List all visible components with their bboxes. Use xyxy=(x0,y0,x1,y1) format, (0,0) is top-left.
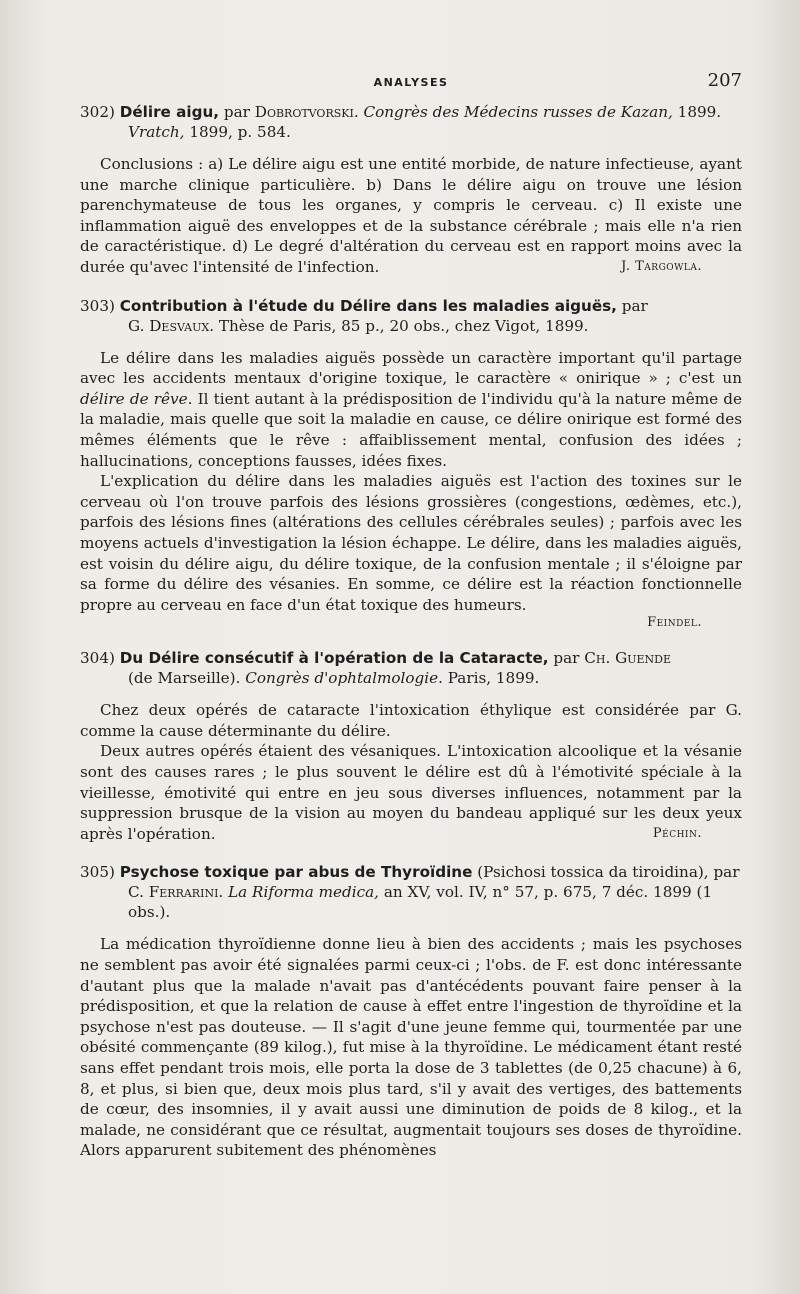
entry-author: Ch. Guende xyxy=(584,649,672,668)
entry-paragraph: La médication thyroïdienne donne lieu à bien des accidents ; mais les psychoses ne semblent pas avoir été signalées parmi ceux-ci ; l'obs. de F. est donc intéressante d'autant plus que la malade n'avait pas d'antécédents pouvant faire penser à la prédisposition, et que la relation de cause à effet entre l'ingestion de thyroïdine et la psychose n'est pas douteuse. — Il s'agit d'une jeune femme qui, tourmentée par une obésité commençante (89 kilog.), fut mise à la thyroïdine. Le médicament étant resté sans effet pendant trois mois, elle porta la dose de 3 tablettes (de 0,25 chacune) à 6, 8, et plus, si bien que, deux mois plus tard, s'il y avait des vertiges, des battements de cœur, des insomnies, il y avait aussi une diminution de poids de 8 kilog., et la malade, ne considérant que ce résultat, augmentait toujours ses doses de thyroïdine. Alors apparurent subitement des phénomènes xyxy=(80,935,742,1160)
entry-title: Délire aigu, xyxy=(119,103,220,121)
paragraph-text: Conclusions : a) Le délire aigu est une entité morbide, de nature infectieuse, ayant une marche clinique particulière. b) Dans le délire aigu on trouve une lésion parenchymateuse de tous les organes, y compris le cerveau. c) Il existe une inflammation aiguë des enveloppes et de la substance cérébrale ; mais elle n'a rien de caractéristique. d) Le degré d'altération du cerveau est en rapport moins avec la durée qu'avec l'intensité de l'infection. xyxy=(80,155,742,276)
entry-paragraph xyxy=(80,741,742,844)
entry-paragraph: Chez deux opérés de cataracte l'intoxication éthylique est considérée par G. comme la cause déterminante du délire. xyxy=(80,701,742,740)
entry-305-heading: 305) Psychose toxique par abus de Thyroïdine (Psichosi tossica da tiroidina), par C. Ferrarini. La Riforma medica, an XV, vol. IV, n° 57, p. 675, 7 déc. 1899 (1 obs.). xyxy=(80,863,740,922)
entry-source: an XV, vol. IV, n° 57, p. 675, 7 déc. 1899 (1 obs.). xyxy=(128,883,713,922)
paragraph-text: . Il tient autant à la prédisposition de l'individu qu'à la nature même de la maladie, mais quelle que soit la maladie en cause, ce délire onirique est formé des mêmes éléments que le rêve : affaiblissement mental, confusion des idées ; hallucinations, conceptions fausses, idées fixes. xyxy=(80,389,742,470)
entry-title: Du Délire consécutif à l'opération de la Cataracte, xyxy=(119,649,549,668)
entry-title: Psychose toxique par abus de Thyroïdine xyxy=(119,863,473,882)
signature: Péchin. xyxy=(652,825,702,841)
entry-303-heading xyxy=(80,296,742,336)
entry-number: 304) xyxy=(80,649,115,668)
entry-journal: Congrès d'ophtalmologie. xyxy=(245,669,443,688)
entry-source: Paris, 1899. xyxy=(442,669,540,688)
entry-heading-continuation xyxy=(80,668,742,688)
entry-number: 303) xyxy=(80,296,115,315)
paragraph-emphasis: délire de rêve xyxy=(80,389,188,408)
entry-subtitle: (Psichosi tossica da tiroidina), par C. xyxy=(128,863,740,902)
entry-author: G. Desvaux xyxy=(128,316,210,335)
entry-title: Contribution à l'étude du Délire dans les maladies aiguës, xyxy=(119,296,617,315)
entry-heading-continuation xyxy=(80,316,742,336)
entry-303 xyxy=(80,296,742,631)
signature: J. Targowla. xyxy=(621,258,702,274)
entry-source: . Congrès des Médecins russes de Kazan, xyxy=(353,103,673,121)
entry-heading-continuation xyxy=(80,122,742,142)
running-head xyxy=(80,66,742,96)
entry-pages: 1899, p. 584. xyxy=(184,123,291,141)
entry-304-heading xyxy=(80,648,742,688)
paragraph-text: Le délire dans les maladies aiguës possède un caractère important qu'il partage avec les accidents mentaux d'origine toxique, le caractère « onirique » ; c'est un xyxy=(80,348,742,388)
entry-year: 1899. xyxy=(672,103,722,121)
running-title: ANALYSES xyxy=(373,76,449,89)
signature: Feindel. xyxy=(647,615,702,631)
paragraph-text: Deux autres opérés étaient des vésaniques. L'intoxication alcoolique et la vésanie sont des causes rares ; le plus souvent le délire est dû à l'émotivité spéciale à la vieillesse, émotivité qui entre en jeu sous diverses influences, notamment par la suppression brusque de la vision au moyen du bandeau appliqué sur les deux yeux après l'opération. xyxy=(80,742,742,843)
entry-author: Ferrarini xyxy=(148,883,219,902)
entry-paragraph xyxy=(80,154,742,278)
entry-paragraph xyxy=(80,348,742,472)
entry-journal: Vratch, xyxy=(128,123,185,141)
entry-by: par xyxy=(548,649,585,668)
entry-source: . Thèse de Paris, 85 p., 20 obs., chez Vigot, 1899. xyxy=(209,316,589,335)
entry-paragraph: L'explication du délire dans les maladies aiguës est l'action des toxines sur le cerveau où l'on trouve parfois des lésions grossières (congestions, œdèmes, etc.), parfois des lésions fines (altérations des cellules cérébrales seules) ; parfois avec les moyens actuels d'investigation la lésion échappe. Le délire, dans les maladies aiguës, est voisin du délire aigu, du délire toxique, de la confusion mentale ; il s'éloigne par sa forme du délire des vésanies. En somme, ce délire est la réaction fonctionnelle propre au cerveau en face d'un état toxique des humeurs. xyxy=(80,472,742,614)
entry-affiliation: (de Marseille). xyxy=(128,669,246,688)
entry-302 xyxy=(80,102,742,278)
entry-by: par xyxy=(616,296,648,315)
entry-number: 305) xyxy=(80,863,115,882)
entry-302-heading xyxy=(80,102,742,142)
entry-305 xyxy=(80,862,742,1161)
entry-304 xyxy=(80,648,742,844)
entry-number: 302) xyxy=(80,103,115,121)
page-number: 207 xyxy=(707,70,742,91)
entry-author: Dobrotvorski xyxy=(254,103,354,121)
entry-by: par xyxy=(219,103,255,121)
entry-journal: La Riforma medica, xyxy=(228,883,380,902)
